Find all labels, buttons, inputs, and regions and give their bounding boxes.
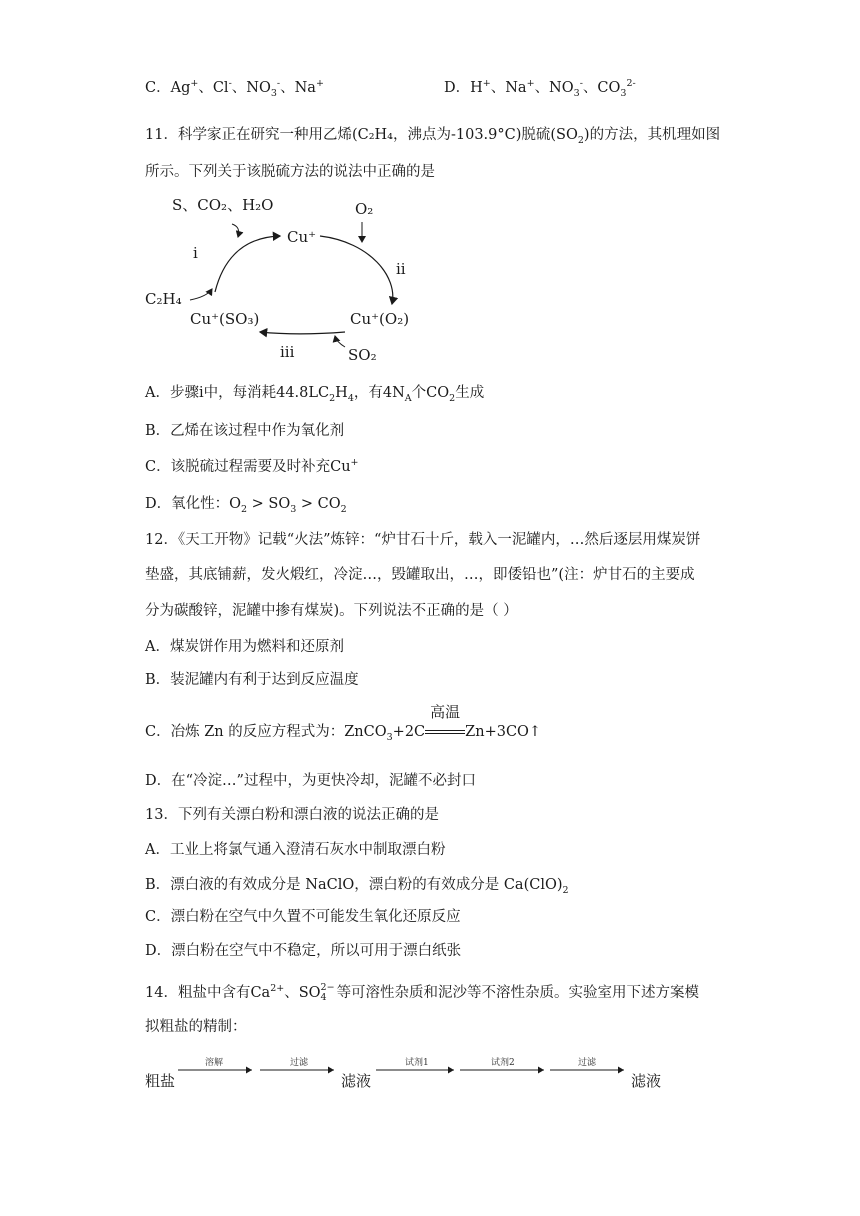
q13-option-a: A．工业上将氯气通入澄清石灰水中制取漂白粉 — [145, 842, 446, 858]
q13-option-b: B．漂白液的有效成分是 NaClO，漂白粉的有效成分是 $Ca(ClO)_2$ — [145, 877, 569, 896]
arrow-products — [232, 224, 239, 237]
flow-step-1: 溶解 — [205, 1058, 224, 1068]
q12-stem-line3: 分为碳酸锌，泥罐中掺有煤炭)。下列说法不正确的是（ ） — [145, 603, 518, 619]
q11-option-d: D．氧化性：$O_2 > SO_3 > CO_2$ — [145, 496, 347, 515]
q14-stem-line1: 14．粗盐中含有$Ca^{2+}$、SO 2− 4 等可溶性杂质和泥沙等不溶性杂质。实验室用下述方案模 — [145, 982, 700, 1003]
q12-option-c: C．冶炼 Zn 的反应方程式为：ZnCO$_3$+2C 高温 Zn+3CO↑ — [145, 703, 542, 743]
q13-option-c: C．漂白粉在空气中久置不可能发生氧化还原反应 — [145, 909, 461, 925]
arrow-c2h4 — [190, 289, 212, 300]
label-products: S、CO₂、H₂O — [172, 196, 274, 214]
label-cu-o2: Cu⁺(O₂) — [350, 310, 410, 328]
q12-stem-line2: 垫盛，其底铺薪，发火煅红，冷淀…，毁罐取出，…，即倭铅也”(注：炉甘石的主要成 — [145, 567, 695, 583]
flow-step-4: 试剂2 — [491, 1058, 515, 1068]
q14-flow-diagram — [140, 1052, 700, 1092]
label-o2: O₂ — [355, 200, 374, 218]
q13-stem: 13．下列有关漂白粉和漂白液的说法正确的是 — [145, 807, 439, 823]
q10-option-d: D．H+、Na+、$NO_3^-$、$CO_3^{2-}$ — [444, 78, 636, 99]
label-cu-so3: Cu⁺(SO₃) — [190, 310, 260, 328]
q11-option-c: C．该脱硫过程需要及时补充Cu+ — [145, 457, 359, 475]
q11-mechanism-diagram — [140, 192, 440, 367]
reaction-condition: 高温 — [425, 722, 465, 742]
flow-end: 滤液 — [631, 1072, 662, 1090]
label-step-ii: ii — [396, 260, 406, 278]
q14-stem-line2: 拟粗盐的精制： — [145, 1019, 247, 1035]
q10-option-c: C．Ag+、Cl-、$NO_3^-$、Na+ — [145, 78, 324, 99]
label-c2h4: C₂H₄ — [145, 290, 182, 308]
q13-option-d: D．漂白粉在空气中不稳定，所以可用于漂白纸张 — [145, 943, 462, 959]
flow-step-2: 过滤 — [290, 1058, 309, 1068]
q12-option-b: B．装泥罐内有利于达到反应温度 — [145, 672, 359, 688]
q12-option-d: D．在“冷淀…”过程中，为更快冷却，泥罐不必封口 — [145, 773, 476, 789]
q11-option-b: B．乙烯在该过程中作为氧化剂 — [145, 423, 345, 439]
flow-mid: 滤液 — [341, 1072, 372, 1090]
label-cu-plus: Cu⁺ — [287, 228, 317, 246]
flow-step-5: 过滤 — [578, 1058, 597, 1068]
arrow-so2 — [335, 336, 345, 347]
label-step-i: i — [193, 244, 198, 262]
label-so2: SO₂ — [348, 346, 377, 364]
q12-option-a: A．煤炭饼作用为燃料和还原剂 — [145, 639, 344, 655]
flow-start: 粗盐 — [145, 1072, 176, 1090]
arc-step-iii — [260, 332, 345, 334]
label-step-iii: iii — [280, 343, 295, 361]
q11-stem-line2: 所示。下列关于该脱硫方法的说法中正确的是 — [145, 164, 435, 180]
arc-step-ii — [320, 236, 393, 304]
arc-step-i — [215, 236, 280, 292]
q11-option-a: A．步骤i中，每消耗$44.8LC_2H_4$，有$4N_A$个$CO_2$生成 — [145, 385, 485, 404]
q12-stem-line1: 12．《天工开物》记载“火法”炼锌：“炉甘石十斤，载入一泥罐内，…然后逐层用煤炭饼 — [145, 532, 701, 548]
q11-stem-line1: 11．科学家正在研究一种用乙烯(C₂H₄，沸点为-103.9°C)脱硫$(SO_2)$的方法，其机理如图 — [145, 127, 721, 146]
flow-step-3: 试剂1 — [405, 1058, 429, 1068]
